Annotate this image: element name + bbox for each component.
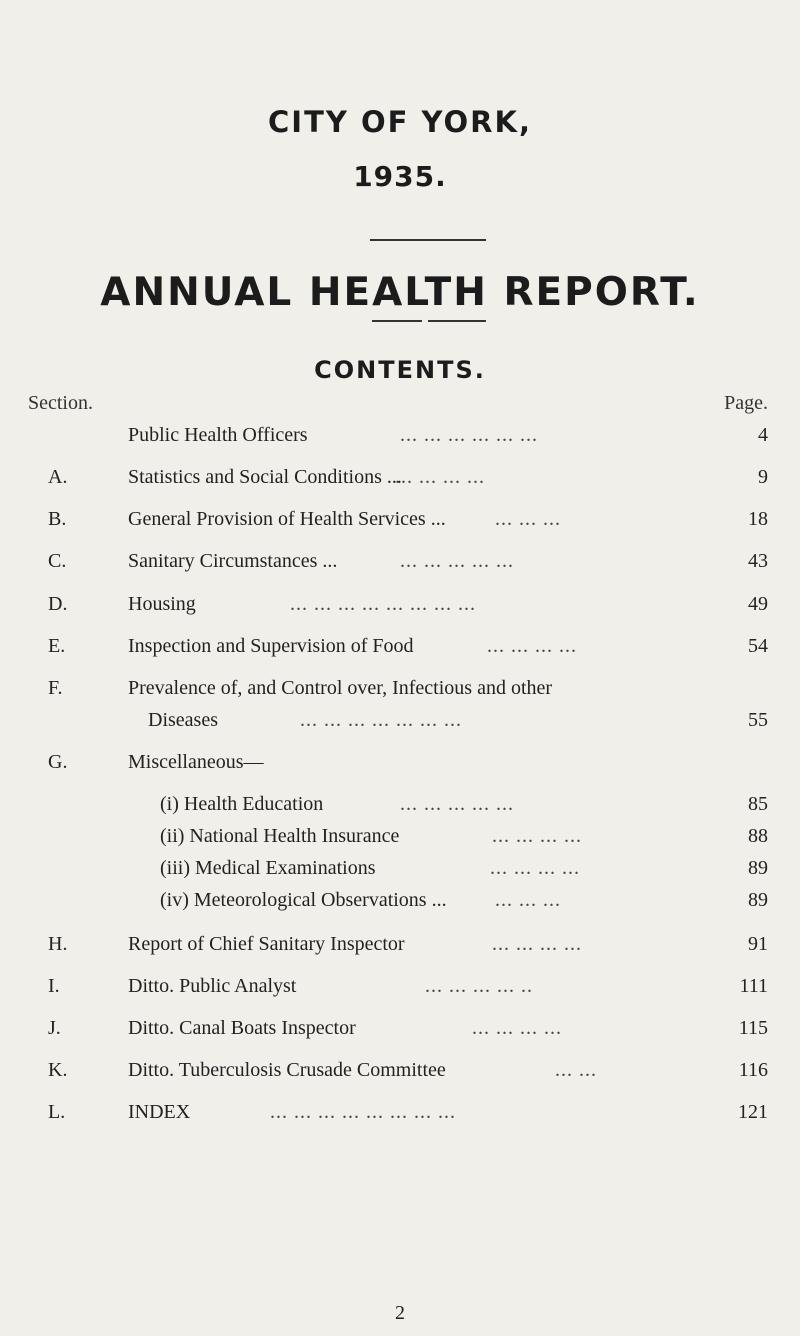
entry-title: Statistics and Social Conditions ... <box>128 466 402 488</box>
entry-title: INDEX <box>128 1101 191 1123</box>
entry-title: Public Health Officers <box>128 424 308 446</box>
entry-title: (i) Health Education <box>160 793 324 815</box>
dot-leader: ... ... ... ... ... ... <box>400 424 538 446</box>
entry-title: Prevalence of, and Control over, Infectious and other <box>128 677 553 699</box>
toc-entry <box>0 1097 800 1127</box>
dot-leader: ... ... ... <box>495 889 561 911</box>
page-ref: 111 <box>739 975 768 997</box>
entry-title: Housing <box>128 593 196 615</box>
dot-leader: ... ... ... ... ... <box>400 550 514 572</box>
entry-title: (iii) Medical Examinations <box>160 857 376 879</box>
report-title: ANNUAL HEALTH REPORT. <box>100 270 700 315</box>
entry-title: Ditto. Canal Boats Inspector <box>128 1017 356 1039</box>
section-column-header: Section. <box>28 392 93 414</box>
dot-leader: ... ... ... ... ... ... ... <box>300 709 462 731</box>
toc-entry <box>0 885 800 915</box>
toc-entry <box>0 1013 800 1043</box>
entry-title: Miscellaneous— <box>128 751 264 773</box>
toc-entry <box>0 747 800 777</box>
page-number: 2 <box>395 1302 405 1324</box>
dot-leader: ... ... ... ... ... ... ... ... <box>290 593 476 615</box>
divider-rule-right <box>428 320 486 322</box>
entry-title: Sanitary Circumstances ... <box>128 550 338 572</box>
entry-title: Diseases <box>148 709 218 731</box>
entry-title: Report of Chief Sanitary Inspector <box>128 933 405 955</box>
toc-entry <box>0 1055 800 1085</box>
section-letter: J. <box>48 1017 61 1039</box>
dot-leader: ... ... ... ... ... <box>400 793 514 815</box>
page-ref: 54 <box>748 635 768 657</box>
page-ref: 85 <box>748 793 768 815</box>
entry-title: (iv) Meteorological Observations ... <box>160 889 447 911</box>
section-letter: F. <box>48 677 63 699</box>
section-letter: B. <box>48 508 67 530</box>
toc-entry <box>0 462 800 492</box>
entry-title: Ditto. Tuberculosis Crusade Committee <box>128 1059 446 1081</box>
section-letter: I. <box>48 975 60 997</box>
page-ref: 4 <box>758 424 768 446</box>
year-heading: 1935. <box>353 160 447 193</box>
section-letter: G. <box>48 751 68 773</box>
toc-entry <box>0 420 800 450</box>
page-ref: 121 <box>738 1101 768 1123</box>
toc-entry <box>0 705 800 735</box>
page-ref: 88 <box>748 825 768 847</box>
toc-entry <box>0 971 800 1001</box>
toc-entry <box>0 789 800 819</box>
page-ref: 18 <box>748 508 768 530</box>
page-ref: 89 <box>748 857 768 879</box>
page-ref: 43 <box>748 550 768 572</box>
section-letter: D. <box>48 593 68 615</box>
section-letter: L. <box>48 1101 66 1123</box>
dot-leader: ... ... ... ... <box>490 857 580 879</box>
entry-title: Inspection and Supervision of Food <box>128 635 414 657</box>
toc-entry <box>0 589 800 619</box>
dot-leader: ... ... ... ... <box>487 635 577 657</box>
contents-title: CONTENTS. <box>314 356 486 384</box>
divider-rule <box>370 239 486 241</box>
dot-leader: ... ... ... ... <box>492 933 582 955</box>
dot-leader: ... ... ... ... <box>492 825 582 847</box>
page-ref: 91 <box>748 933 768 955</box>
page-ref: 49 <box>748 593 768 615</box>
toc-entry <box>0 631 800 661</box>
toc-entry <box>0 929 800 959</box>
toc-entry <box>0 546 800 576</box>
dot-leader: ... ... ... ... <box>472 1017 562 1039</box>
entry-title: (ii) National Health Insurance <box>160 825 400 847</box>
toc-entry <box>0 853 800 883</box>
section-letter: K. <box>48 1059 68 1081</box>
entry-title: Ditto. Public Analyst <box>128 975 297 997</box>
section-letter: A. <box>48 466 68 488</box>
dot-leader: ... ... ... <box>495 508 561 530</box>
page-ref: 9 <box>758 466 768 488</box>
dot-leader: ... ... <box>555 1059 597 1081</box>
toc-entry <box>0 673 800 703</box>
toc-entry <box>0 821 800 851</box>
dot-leader: ... ... ... ... .. <box>425 975 533 997</box>
page-ref: 116 <box>738 1059 768 1081</box>
city-heading: CITY OF YORK, <box>268 105 532 139</box>
page-ref: 55 <box>748 709 768 731</box>
page-ref: 89 <box>748 889 768 911</box>
section-letter: H. <box>48 933 68 955</box>
section-letter: E. <box>48 635 66 657</box>
page-ref: 115 <box>738 1017 768 1039</box>
divider-rule-left <box>372 320 422 322</box>
page-column-header: Page. <box>724 392 768 414</box>
entry-title: General Provision of Health Services ... <box>128 508 446 530</box>
dot-leader: ... ... ... ... ... ... ... ... <box>270 1101 456 1123</box>
toc-entry <box>0 504 800 534</box>
dot-leader: ... ... ... ... <box>395 466 485 488</box>
section-letter: C. <box>48 550 67 572</box>
